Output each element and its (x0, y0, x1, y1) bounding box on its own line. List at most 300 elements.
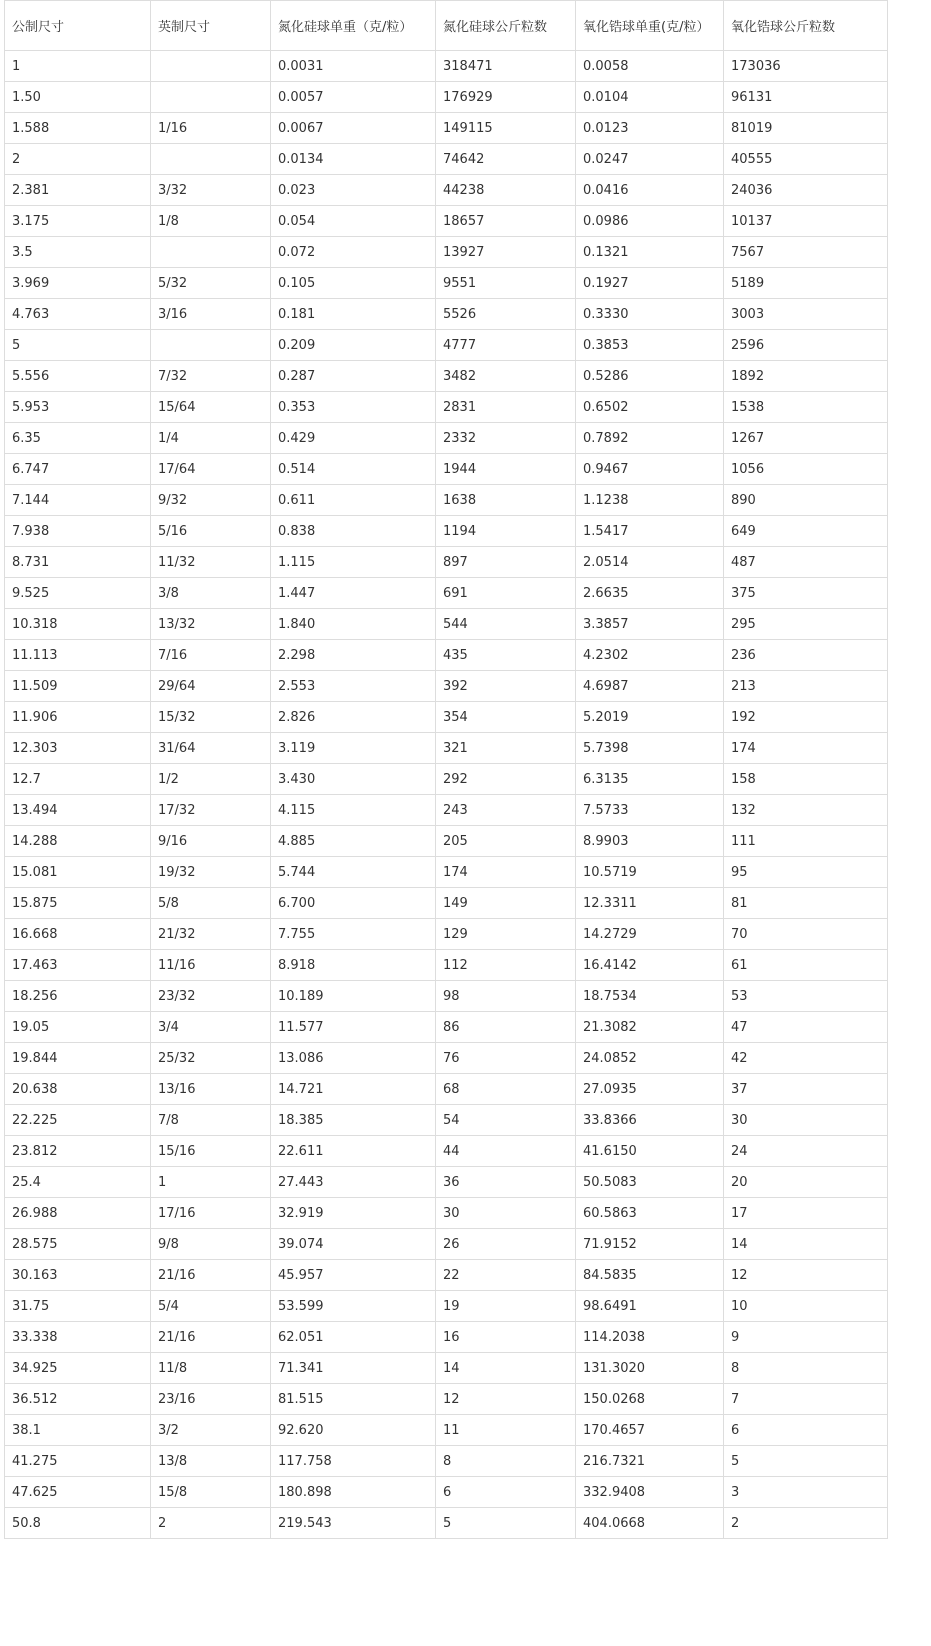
table-row (5, 1074, 888, 1105)
cell-imperial-size (151, 51, 271, 82)
cell-zirconia-count-per-kg: 1538 (724, 392, 888, 423)
cell-silicon-nitride-count-per-kg: 1638 (436, 485, 576, 516)
cell-silicon-nitride-count-per-kg: 22 (436, 1260, 576, 1291)
cell-imperial-size (151, 144, 271, 175)
cell-zirconia-count-per-kg: 3003 (724, 299, 888, 330)
cell-zirconia-unit-weight: 0.0247 (576, 144, 724, 175)
cell-imperial-size (151, 330, 271, 361)
cell-imperial-size: 23/16 (151, 1384, 271, 1415)
cell-silicon-nitride-unit-weight: 32.919 (271, 1198, 436, 1229)
cell-silicon-nitride-count-per-kg: 149115 (436, 113, 576, 144)
cell-silicon-nitride-count-per-kg: 26 (436, 1229, 576, 1260)
cell-silicon-nitride-count-per-kg: 292 (436, 764, 576, 795)
table-row (5, 516, 888, 547)
cell-zirconia-count-per-kg: 649 (724, 516, 888, 547)
cell-metric-size: 4.763 (5, 299, 151, 330)
cell-silicon-nitride-unit-weight: 27.443 (271, 1167, 436, 1198)
cell-silicon-nitride-count-per-kg: 86 (436, 1012, 576, 1043)
cell-zirconia-unit-weight: 1.5417 (576, 516, 724, 547)
cell-imperial-size: 5/8 (151, 888, 271, 919)
table-row (5, 113, 888, 144)
cell-imperial-size: 5/32 (151, 268, 271, 299)
cell-silicon-nitride-unit-weight: 22.611 (271, 1136, 436, 1167)
table-row (5, 578, 888, 609)
cell-silicon-nitride-count-per-kg: 74642 (436, 144, 576, 175)
cell-metric-size: 3.175 (5, 206, 151, 237)
cell-zirconia-count-per-kg: 132 (724, 795, 888, 826)
cell-metric-size: 20.638 (5, 1074, 151, 1105)
table-row (5, 237, 888, 268)
header-zirconia-count-per-kg: 氧化锆球公斤粒数 (724, 1, 888, 51)
cell-silicon-nitride-unit-weight: 0.353 (271, 392, 436, 423)
cell-zirconia-count-per-kg: 890 (724, 485, 888, 516)
cell-silicon-nitride-count-per-kg: 19 (436, 1291, 576, 1322)
cell-silicon-nitride-unit-weight: 81.515 (271, 1384, 436, 1415)
cell-zirconia-count-per-kg: 7567 (724, 237, 888, 268)
cell-silicon-nitride-count-per-kg: 392 (436, 671, 576, 702)
table-row (5, 454, 888, 485)
cell-metric-size: 50.8 (5, 1508, 151, 1539)
cell-imperial-size: 3/32 (151, 175, 271, 206)
cell-metric-size: 11.113 (5, 640, 151, 671)
cell-silicon-nitride-count-per-kg: 4777 (436, 330, 576, 361)
cell-zirconia-unit-weight: 60.5863 (576, 1198, 724, 1229)
cell-zirconia-count-per-kg: 24036 (724, 175, 888, 206)
cell-zirconia-unit-weight: 0.1927 (576, 268, 724, 299)
cell-zirconia-unit-weight: 12.3311 (576, 888, 724, 919)
cell-silicon-nitride-unit-weight: 0.209 (271, 330, 436, 361)
cell-imperial-size: 15/64 (151, 392, 271, 423)
cell-silicon-nitride-unit-weight: 0.0031 (271, 51, 436, 82)
cell-metric-size: 31.75 (5, 1291, 151, 1322)
cell-zirconia-count-per-kg: 1056 (724, 454, 888, 485)
cell-metric-size: 19.05 (5, 1012, 151, 1043)
cell-silicon-nitride-count-per-kg: 36 (436, 1167, 576, 1198)
cell-zirconia-count-per-kg: 174 (724, 733, 888, 764)
cell-imperial-size: 9/32 (151, 485, 271, 516)
cell-silicon-nitride-unit-weight: 14.721 (271, 1074, 436, 1105)
cell-zirconia-count-per-kg: 96131 (724, 82, 888, 113)
cell-imperial-size: 7/32 (151, 361, 271, 392)
cell-zirconia-count-per-kg: 24 (724, 1136, 888, 1167)
cell-silicon-nitride-count-per-kg: 174 (436, 857, 576, 888)
cell-zirconia-unit-weight: 4.2302 (576, 640, 724, 671)
cell-silicon-nitride-count-per-kg: 2332 (436, 423, 576, 454)
cell-silicon-nitride-unit-weight: 5.744 (271, 857, 436, 888)
cell-zirconia-count-per-kg: 42 (724, 1043, 888, 1074)
cell-silicon-nitride-count-per-kg: 129 (436, 919, 576, 950)
cell-imperial-size: 11/8 (151, 1353, 271, 1384)
cell-zirconia-unit-weight: 0.3330 (576, 299, 724, 330)
cell-silicon-nitride-unit-weight: 4.115 (271, 795, 436, 826)
table-row (5, 1446, 888, 1477)
cell-silicon-nitride-unit-weight: 11.577 (271, 1012, 436, 1043)
cell-silicon-nitride-count-per-kg: 321 (436, 733, 576, 764)
table-row (5, 547, 888, 578)
cell-metric-size: 17.463 (5, 950, 151, 981)
table-row (5, 1322, 888, 1353)
table-row (5, 764, 888, 795)
cell-imperial-size: 7/8 (151, 1105, 271, 1136)
table-row (5, 981, 888, 1012)
cell-silicon-nitride-unit-weight: 92.620 (271, 1415, 436, 1446)
cell-zirconia-count-per-kg: 236 (724, 640, 888, 671)
table-row (5, 1043, 888, 1074)
table-row (5, 1415, 888, 1446)
cell-silicon-nitride-count-per-kg: 354 (436, 702, 576, 733)
cell-imperial-size: 31/64 (151, 733, 271, 764)
cell-metric-size: 14.288 (5, 826, 151, 857)
cell-zirconia-unit-weight: 0.0058 (576, 51, 724, 82)
cell-zirconia-unit-weight: 7.5733 (576, 795, 724, 826)
cell-silicon-nitride-count-per-kg: 176929 (436, 82, 576, 113)
cell-metric-size: 15.081 (5, 857, 151, 888)
cell-zirconia-unit-weight: 0.9467 (576, 454, 724, 485)
cell-metric-size: 34.925 (5, 1353, 151, 1384)
cell-silicon-nitride-unit-weight: 6.700 (271, 888, 436, 919)
cell-silicon-nitride-count-per-kg: 44 (436, 1136, 576, 1167)
cell-silicon-nitride-count-per-kg: 16 (436, 1322, 576, 1353)
cell-zirconia-unit-weight: 0.1321 (576, 237, 724, 268)
cell-silicon-nitride-count-per-kg: 544 (436, 609, 576, 640)
cell-silicon-nitride-unit-weight: 0.0134 (271, 144, 436, 175)
cell-silicon-nitride-count-per-kg: 1194 (436, 516, 576, 547)
cell-silicon-nitride-unit-weight: 0.0057 (271, 82, 436, 113)
cell-imperial-size: 23/32 (151, 981, 271, 1012)
cell-imperial-size: 2 (151, 1508, 271, 1539)
cell-silicon-nitride-unit-weight: 8.918 (271, 950, 436, 981)
cell-imperial-size: 5/16 (151, 516, 271, 547)
cell-zirconia-unit-weight: 10.5719 (576, 857, 724, 888)
table-row (5, 1477, 888, 1508)
header-row (5, 1, 888, 51)
cell-silicon-nitride-unit-weight: 3.430 (271, 764, 436, 795)
cell-zirconia-count-per-kg: 37 (724, 1074, 888, 1105)
cell-zirconia-unit-weight: 2.6635 (576, 578, 724, 609)
table-row (5, 950, 888, 981)
cell-metric-size: 3.969 (5, 268, 151, 299)
cell-imperial-size: 17/32 (151, 795, 271, 826)
cell-zirconia-unit-weight: 216.7321 (576, 1446, 724, 1477)
cell-silicon-nitride-unit-weight: 0.429 (271, 423, 436, 454)
cell-imperial-size: 9/8 (151, 1229, 271, 1260)
cell-silicon-nitride-count-per-kg: 2831 (436, 392, 576, 423)
cell-silicon-nitride-count-per-kg: 8 (436, 1446, 576, 1477)
header-metric-size: 公制尺寸 (5, 1, 151, 51)
cell-silicon-nitride-count-per-kg: 11 (436, 1415, 576, 1446)
cell-zirconia-unit-weight: 14.2729 (576, 919, 724, 950)
cell-zirconia-count-per-kg: 3 (724, 1477, 888, 1508)
cell-imperial-size: 3/8 (151, 578, 271, 609)
cell-imperial-size: 3/16 (151, 299, 271, 330)
cell-zirconia-count-per-kg: 20 (724, 1167, 888, 1198)
cell-metric-size: 10.318 (5, 609, 151, 640)
cell-zirconia-count-per-kg: 192 (724, 702, 888, 733)
cell-imperial-size: 13/8 (151, 1446, 271, 1477)
cell-zirconia-unit-weight: 2.0514 (576, 547, 724, 578)
cell-metric-size: 30.163 (5, 1260, 151, 1291)
cell-zirconia-count-per-kg: 30 (724, 1105, 888, 1136)
cell-zirconia-count-per-kg: 61 (724, 950, 888, 981)
cell-imperial-size: 1 (151, 1167, 271, 1198)
cell-silicon-nitride-count-per-kg: 9551 (436, 268, 576, 299)
cell-metric-size: 1 (5, 51, 151, 82)
cell-zirconia-unit-weight: 98.6491 (576, 1291, 724, 1322)
cell-zirconia-unit-weight: 3.3857 (576, 609, 724, 640)
table-header (5, 1, 888, 51)
cell-zirconia-unit-weight: 5.2019 (576, 702, 724, 733)
cell-silicon-nitride-count-per-kg: 14 (436, 1353, 576, 1384)
cell-imperial-size: 5/4 (151, 1291, 271, 1322)
cell-zirconia-count-per-kg: 2596 (724, 330, 888, 361)
cell-zirconia-unit-weight: 71.9152 (576, 1229, 724, 1260)
cell-zirconia-count-per-kg: 2 (724, 1508, 888, 1539)
cell-zirconia-unit-weight: 18.7534 (576, 981, 724, 1012)
cell-silicon-nitride-unit-weight: 7.755 (271, 919, 436, 950)
cell-metric-size: 11.509 (5, 671, 151, 702)
cell-metric-size: 18.256 (5, 981, 151, 1012)
cell-metric-size: 8.731 (5, 547, 151, 578)
cell-silicon-nitride-unit-weight: 0.514 (271, 454, 436, 485)
cell-metric-size: 1.50 (5, 82, 151, 113)
cell-silicon-nitride-unit-weight: 1.447 (271, 578, 436, 609)
cell-zirconia-unit-weight: 170.4657 (576, 1415, 724, 1446)
cell-zirconia-unit-weight: 0.5286 (576, 361, 724, 392)
cell-silicon-nitride-count-per-kg: 68 (436, 1074, 576, 1105)
cell-silicon-nitride-count-per-kg: 897 (436, 547, 576, 578)
table-row (5, 733, 888, 764)
cell-metric-size: 47.625 (5, 1477, 151, 1508)
cell-metric-size: 5 (5, 330, 151, 361)
cell-zirconia-count-per-kg: 111 (724, 826, 888, 857)
cell-zirconia-count-per-kg: 9 (724, 1322, 888, 1353)
cell-imperial-size: 21/32 (151, 919, 271, 950)
cell-silicon-nitride-count-per-kg: 30 (436, 1198, 576, 1229)
cell-metric-size: 5.953 (5, 392, 151, 423)
cell-imperial-size: 1/8 (151, 206, 271, 237)
cell-zirconia-count-per-kg: 7 (724, 1384, 888, 1415)
cell-imperial-size: 19/32 (151, 857, 271, 888)
header-silicon-nitride-count-per-kg: 氮化硅球公斤粒数 (436, 1, 576, 51)
cell-metric-size: 33.338 (5, 1322, 151, 1353)
cell-metric-size: 12.303 (5, 733, 151, 764)
cell-zirconia-unit-weight: 114.2038 (576, 1322, 724, 1353)
table-row (5, 1012, 888, 1043)
cell-imperial-size: 15/8 (151, 1477, 271, 1508)
cell-metric-size: 13.494 (5, 795, 151, 826)
cell-zirconia-count-per-kg: 5189 (724, 268, 888, 299)
cell-silicon-nitride-unit-weight: 0.181 (271, 299, 436, 330)
table-row (5, 1508, 888, 1539)
cell-zirconia-unit-weight: 21.3082 (576, 1012, 724, 1043)
cell-metric-size: 23.812 (5, 1136, 151, 1167)
cell-silicon-nitride-count-per-kg: 691 (436, 578, 576, 609)
cell-imperial-size: 11/16 (151, 950, 271, 981)
cell-silicon-nitride-unit-weight: 0.838 (271, 516, 436, 547)
cell-silicon-nitride-unit-weight: 45.957 (271, 1260, 436, 1291)
cell-metric-size: 7.938 (5, 516, 151, 547)
cell-zirconia-unit-weight: 27.0935 (576, 1074, 724, 1105)
cell-metric-size: 36.512 (5, 1384, 151, 1415)
cell-zirconia-unit-weight: 0.7892 (576, 423, 724, 454)
cell-imperial-size: 1/2 (151, 764, 271, 795)
cell-metric-size: 11.906 (5, 702, 151, 733)
cell-zirconia-count-per-kg: 81 (724, 888, 888, 919)
cell-metric-size: 41.275 (5, 1446, 151, 1477)
table-row (5, 919, 888, 950)
cell-metric-size: 19.844 (5, 1043, 151, 1074)
cell-silicon-nitride-count-per-kg: 318471 (436, 51, 576, 82)
cell-zirconia-count-per-kg: 213 (724, 671, 888, 702)
cell-zirconia-count-per-kg: 12 (724, 1260, 888, 1291)
table-row (5, 857, 888, 888)
cell-silicon-nitride-unit-weight: 2.298 (271, 640, 436, 671)
header-zirconia-unit-weight: 氧化锆球单重(克/粒） (576, 1, 724, 51)
table-row (5, 175, 888, 206)
cell-zirconia-count-per-kg: 1267 (724, 423, 888, 454)
cell-silicon-nitride-count-per-kg: 205 (436, 826, 576, 857)
cell-silicon-nitride-count-per-kg: 98 (436, 981, 576, 1012)
cell-imperial-size: 25/32 (151, 1043, 271, 1074)
table-row (5, 826, 888, 857)
cell-imperial-size (151, 82, 271, 113)
table-row (5, 485, 888, 516)
cell-silicon-nitride-unit-weight: 117.758 (271, 1446, 436, 1477)
table-row (5, 51, 888, 82)
cell-silicon-nitride-count-per-kg: 6 (436, 1477, 576, 1508)
cell-zirconia-count-per-kg: 295 (724, 609, 888, 640)
cell-silicon-nitride-unit-weight: 0.023 (271, 175, 436, 206)
cell-silicon-nitride-unit-weight: 62.051 (271, 1322, 436, 1353)
cell-silicon-nitride-unit-weight: 10.189 (271, 981, 436, 1012)
cell-silicon-nitride-unit-weight: 18.385 (271, 1105, 436, 1136)
cell-imperial-size: 3/2 (151, 1415, 271, 1446)
cell-zirconia-count-per-kg: 53 (724, 981, 888, 1012)
cell-zirconia-count-per-kg: 10137 (724, 206, 888, 237)
cell-silicon-nitride-count-per-kg: 435 (436, 640, 576, 671)
cell-zirconia-count-per-kg: 47 (724, 1012, 888, 1043)
cell-silicon-nitride-unit-weight: 0.287 (271, 361, 436, 392)
cell-imperial-size: 15/16 (151, 1136, 271, 1167)
table-row (5, 330, 888, 361)
cell-zirconia-unit-weight: 0.6502 (576, 392, 724, 423)
table-row (5, 1105, 888, 1136)
cell-zirconia-unit-weight: 332.9408 (576, 1477, 724, 1508)
cell-zirconia-unit-weight: 16.4142 (576, 950, 724, 981)
header-silicon-nitride-unit-weight: 氮化硅球单重（克/粒） (271, 1, 436, 51)
table-row (5, 1291, 888, 1322)
table-row (5, 888, 888, 919)
table-row (5, 1260, 888, 1291)
cell-metric-size: 16.668 (5, 919, 151, 950)
cell-zirconia-unit-weight: 41.6150 (576, 1136, 724, 1167)
cell-imperial-size: 1/4 (151, 423, 271, 454)
table-row (5, 1198, 888, 1229)
table-row (5, 1229, 888, 1260)
cell-zirconia-unit-weight: 6.3135 (576, 764, 724, 795)
cell-silicon-nitride-count-per-kg: 13927 (436, 237, 576, 268)
table-row (5, 299, 888, 330)
cell-silicon-nitride-unit-weight: 39.074 (271, 1229, 436, 1260)
cell-silicon-nitride-count-per-kg: 243 (436, 795, 576, 826)
ball-weight-table (4, 0, 888, 1539)
cell-imperial-size: 15/32 (151, 702, 271, 733)
cell-silicon-nitride-unit-weight: 0.054 (271, 206, 436, 237)
table-row (5, 144, 888, 175)
table-row (5, 1167, 888, 1198)
cell-imperial-size: 21/16 (151, 1322, 271, 1353)
cell-zirconia-unit-weight: 5.7398 (576, 733, 724, 764)
cell-metric-size: 6.35 (5, 423, 151, 454)
table-row (5, 82, 888, 113)
cell-zirconia-unit-weight: 1.1238 (576, 485, 724, 516)
cell-zirconia-unit-weight: 24.0852 (576, 1043, 724, 1074)
cell-metric-size: 5.556 (5, 361, 151, 392)
cell-silicon-nitride-unit-weight: 0.611 (271, 485, 436, 516)
cell-imperial-size: 13/32 (151, 609, 271, 640)
cell-zirconia-unit-weight: 0.0123 (576, 113, 724, 144)
cell-zirconia-count-per-kg: 158 (724, 764, 888, 795)
cell-zirconia-count-per-kg: 173036 (724, 51, 888, 82)
cell-zirconia-unit-weight: 50.5083 (576, 1167, 724, 1198)
cell-metric-size: 15.875 (5, 888, 151, 919)
table-row (5, 206, 888, 237)
cell-zirconia-count-per-kg: 1892 (724, 361, 888, 392)
cell-silicon-nitride-unit-weight: 71.341 (271, 1353, 436, 1384)
cell-zirconia-count-per-kg: 375 (724, 578, 888, 609)
table-row (5, 392, 888, 423)
cell-zirconia-unit-weight: 0.0104 (576, 82, 724, 113)
cell-metric-size: 2.381 (5, 175, 151, 206)
cell-zirconia-unit-weight: 0.3853 (576, 330, 724, 361)
table-body (5, 51, 888, 1539)
cell-silicon-nitride-count-per-kg: 76 (436, 1043, 576, 1074)
cell-silicon-nitride-count-per-kg: 1944 (436, 454, 576, 485)
cell-silicon-nitride-count-per-kg: 3482 (436, 361, 576, 392)
cell-silicon-nitride-count-per-kg: 18657 (436, 206, 576, 237)
cell-silicon-nitride-unit-weight: 2.553 (271, 671, 436, 702)
cell-silicon-nitride-unit-weight: 0.0067 (271, 113, 436, 144)
header-imperial-size: 英制尺寸 (151, 1, 271, 51)
cell-metric-size: 26.988 (5, 1198, 151, 1229)
cell-zirconia-unit-weight: 150.0268 (576, 1384, 724, 1415)
cell-imperial-size (151, 237, 271, 268)
cell-zirconia-unit-weight: 131.3020 (576, 1353, 724, 1384)
cell-zirconia-count-per-kg: 487 (724, 547, 888, 578)
cell-metric-size: 25.4 (5, 1167, 151, 1198)
cell-metric-size: 1.588 (5, 113, 151, 144)
table-row (5, 702, 888, 733)
cell-metric-size: 9.525 (5, 578, 151, 609)
cell-silicon-nitride-count-per-kg: 12 (436, 1384, 576, 1415)
cell-silicon-nitride-count-per-kg: 54 (436, 1105, 576, 1136)
cell-imperial-size: 3/4 (151, 1012, 271, 1043)
cell-zirconia-unit-weight: 4.6987 (576, 671, 724, 702)
cell-silicon-nitride-unit-weight: 4.885 (271, 826, 436, 857)
table-row (5, 423, 888, 454)
ball-weight-table-container (4, 0, 887, 1539)
cell-zirconia-count-per-kg: 95 (724, 857, 888, 888)
cell-metric-size: 22.225 (5, 1105, 151, 1136)
cell-silicon-nitride-unit-weight: 219.543 (271, 1508, 436, 1539)
cell-metric-size: 2 (5, 144, 151, 175)
cell-imperial-size: 17/16 (151, 1198, 271, 1229)
cell-silicon-nitride-unit-weight: 1.115 (271, 547, 436, 578)
cell-zirconia-unit-weight: 84.5835 (576, 1260, 724, 1291)
cell-zirconia-count-per-kg: 70 (724, 919, 888, 950)
cell-zirconia-unit-weight: 8.9903 (576, 826, 724, 857)
cell-silicon-nitride-unit-weight: 0.105 (271, 268, 436, 299)
